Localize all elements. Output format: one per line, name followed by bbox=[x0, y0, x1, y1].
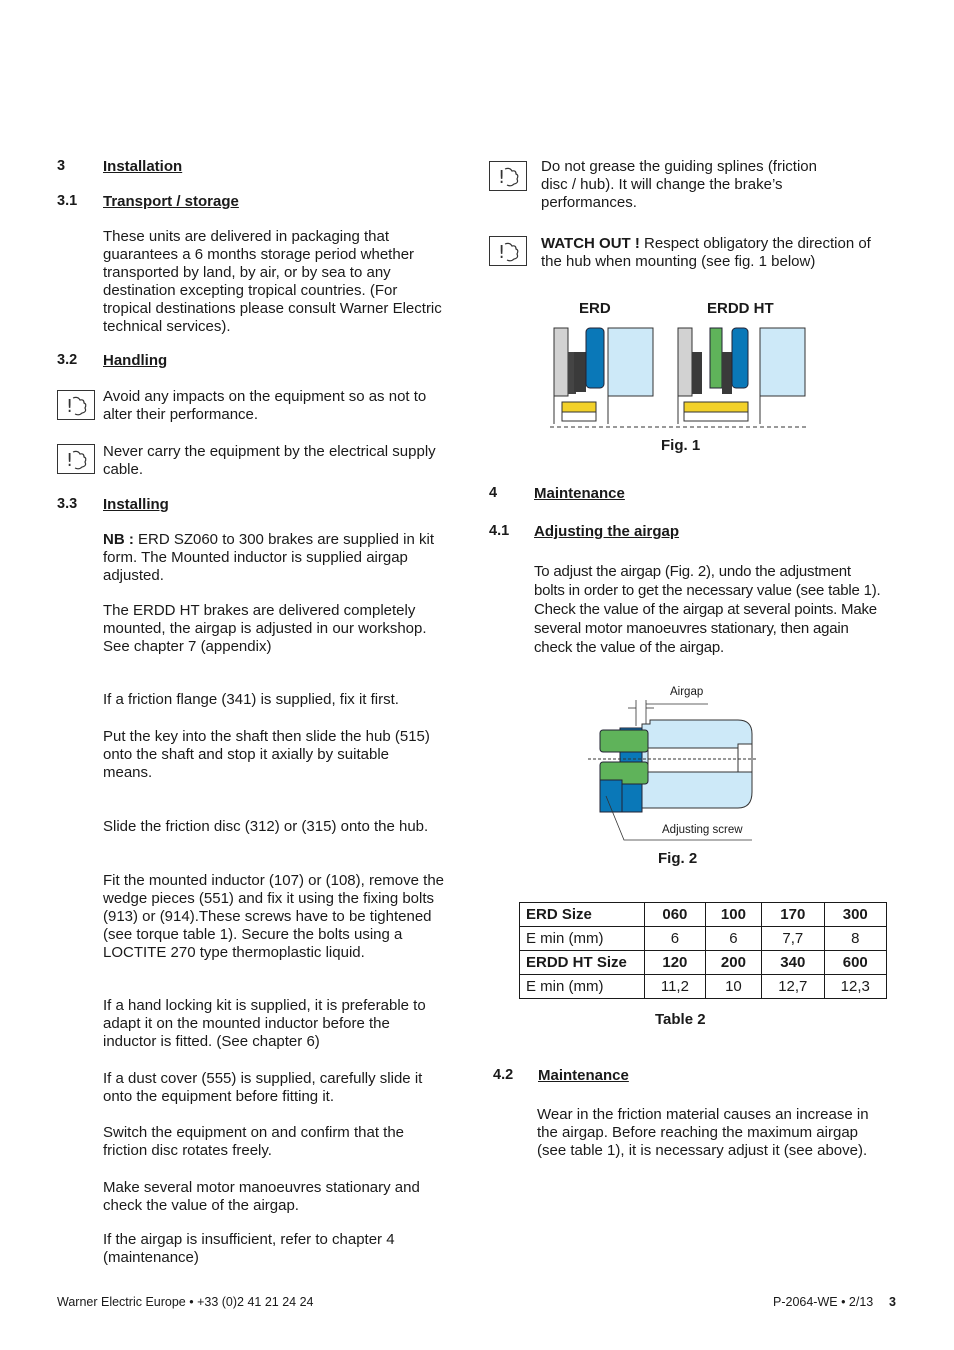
table-cell: 200 bbox=[705, 951, 761, 975]
svg-text:!: ! bbox=[498, 242, 506, 263]
table-cell: 11,2 bbox=[645, 975, 706, 999]
section-title-installation: Installation bbox=[103, 158, 183, 175]
install-step-5: If a hand locking kit is supplied, it is preferable to adapt it on the mounted inductor before the inductor is fitted. (See chapter 6) bbox=[103, 997, 426, 1050]
svg-text:!: ! bbox=[498, 167, 506, 188]
wear-paragraph: Wear in the friction material causes an increase in the airgap. Before reaching the maximum airgap (see table 1), it is necessary adjust it (see above). bbox=[537, 1106, 869, 1159]
watch-out-text: Respect obligatory the direction of the hub when mounting (see fig. 1 below) bbox=[541, 235, 871, 270]
table-cell: ERDD HT Size bbox=[520, 951, 645, 975]
warning-hand-icon bbox=[489, 161, 527, 191]
fig1-label-erd: ERD bbox=[579, 300, 611, 317]
table-cell: 8 bbox=[824, 927, 886, 951]
section-number: 4.1 bbox=[489, 523, 510, 539]
install-step-6: If a dust cover (555) is supplied, carefully slide it onto the equipment before fitting it. bbox=[103, 1070, 423, 1105]
install-step-3: Slide the friction disc (312) or (315) onto the hub. bbox=[103, 818, 429, 835]
table-cell: E min (mm) bbox=[520, 927, 645, 951]
install-step-9: If the airgap is insufficient, refer to chapter 4 (maintenance) bbox=[103, 1231, 395, 1266]
section-number: 3.3 bbox=[57, 496, 78, 512]
table-row bbox=[520, 903, 887, 927]
table-row bbox=[520, 975, 887, 999]
page-number: 3 bbox=[889, 1295, 896, 1309]
install-step-4: Fit the mounted inductor (107) or (108), remove the wedge pieces (551) and fix it using the fixing bolts (913) or (914).These screws have to be tightened (see torque table 1). Secure the bolts using a LOCTITE 270 type thermoplastic liquid. bbox=[103, 872, 445, 961]
table-cell: 12,7 bbox=[762, 975, 824, 999]
size-table bbox=[519, 902, 887, 999]
figure-1-brake-sections bbox=[546, 324, 812, 430]
section-title-transport: Transport / storage bbox=[103, 193, 239, 210]
warning-hand-icon bbox=[57, 444, 95, 474]
section-title-maintenance-2: Maintenance bbox=[538, 1067, 629, 1084]
fig2-screw-label: Adjusting screw bbox=[662, 824, 743, 836]
table-cell: 120 bbox=[645, 951, 706, 975]
table-cell: 100 bbox=[705, 903, 761, 927]
install-step-7: Switch the equipment on and confirm that the friction disc rotates freely. bbox=[103, 1124, 405, 1159]
fig1-label-erdd: ERDD HT bbox=[707, 300, 774, 317]
section-number: 3.1 bbox=[57, 193, 78, 209]
table-row bbox=[520, 927, 887, 951]
table-cell: 6 bbox=[645, 927, 706, 951]
airgap-paragraph: To adjust the airgap (Fig. 2), undo the adjustment bolts in order to get the necessary value (see table 1). Check the value of the airgap at several points. Make several motor manoeuvres stationary, then again check the value of the airgap. bbox=[534, 563, 881, 656]
table-cell: ERD Size bbox=[520, 903, 645, 927]
nb-label: NB : bbox=[103, 531, 134, 548]
erdd-paragraph: The ERDD HT brakes are delivered completely mounted, the airgap is adjusted in our workshop. See chapter 7 (appendix) bbox=[103, 602, 427, 655]
table-cell: 12,3 bbox=[824, 975, 886, 999]
section-number: 3.2 bbox=[57, 352, 78, 368]
table-cell: 340 bbox=[762, 951, 824, 975]
nb-paragraph bbox=[103, 531, 443, 585]
table-cell: 300 bbox=[824, 903, 886, 927]
section-title-maintenance: Maintenance bbox=[534, 485, 625, 502]
table-cell: 170 bbox=[762, 903, 824, 927]
table-cell: E min (mm) bbox=[520, 975, 645, 999]
erdd-ht-section bbox=[678, 328, 805, 424]
section-title-adjusting-airgap: Adjusting the airgap bbox=[534, 523, 680, 540]
install-step-1: If a friction flange (341) is supplied, fix it first. bbox=[103, 691, 399, 708]
table-cell: 060 bbox=[645, 903, 706, 927]
table-cell: 10 bbox=[705, 975, 761, 999]
svg-text:!: ! bbox=[66, 396, 74, 417]
fig1-caption: Fig. 1 bbox=[661, 437, 701, 454]
erd-section bbox=[554, 328, 653, 424]
table-row bbox=[520, 951, 887, 975]
section-title-handling: Handling bbox=[103, 352, 168, 369]
handling-warning-1: Avoid any impacts on the equipment so as not to alter their performance. bbox=[103, 388, 427, 423]
grease-warning: Do not grease the guiding splines (friction disc / hub). It will change the brake’s performances. bbox=[541, 158, 817, 211]
install-step-8: Make several motor manoeuvres stationary and check the value of the airgap. bbox=[103, 1179, 420, 1214]
table-cell: 6 bbox=[705, 927, 761, 951]
fig2-caption: Fig. 2 bbox=[658, 850, 698, 867]
watch-out-label: WATCH OUT ! bbox=[541, 235, 640, 252]
section-number: 4.2 bbox=[493, 1067, 514, 1083]
fig2-airgap-label: Airgap bbox=[670, 686, 704, 698]
warning-hand-icon bbox=[57, 390, 95, 420]
nb-text: ERD SZ060 to 300 brakes are supplied in kit form. The Mounted inductor is supplied airgap adjusted. bbox=[103, 531, 434, 584]
table-cell: 7,7 bbox=[762, 927, 824, 951]
install-step-2: Put the key into the shaft then slide the hub (515) onto the shaft and stop it axially by suitable means. bbox=[103, 728, 430, 781]
svg-text:!: ! bbox=[66, 450, 74, 471]
table-caption: Table 2 bbox=[655, 1011, 706, 1028]
table-cell: 600 bbox=[824, 951, 886, 975]
figure-2-airgap-diagram bbox=[586, 696, 762, 844]
handling-warning-2: Never carry the equipment by the electrical supply cable. bbox=[103, 443, 436, 478]
footer-reference: P-2064-WE • 2/13 bbox=[773, 1295, 874, 1309]
section-title-installing: Installing bbox=[103, 496, 169, 513]
section-number: 3 bbox=[57, 158, 66, 174]
footer-company: Warner Electric Europe • +33 (0)2 41 21 24 24 bbox=[57, 1295, 314, 1309]
section-number: 4 bbox=[489, 485, 498, 501]
watch-out-warning bbox=[541, 235, 886, 271]
warning-hand-icon bbox=[489, 236, 527, 266]
transport-paragraph: These units are delivered in packaging that guarantees a 6 months storage period whether transported by land, by air, or by sea to any destination excepting tropical countries. (For tropical destinations please consult Warner Electric technical services). bbox=[103, 228, 442, 335]
